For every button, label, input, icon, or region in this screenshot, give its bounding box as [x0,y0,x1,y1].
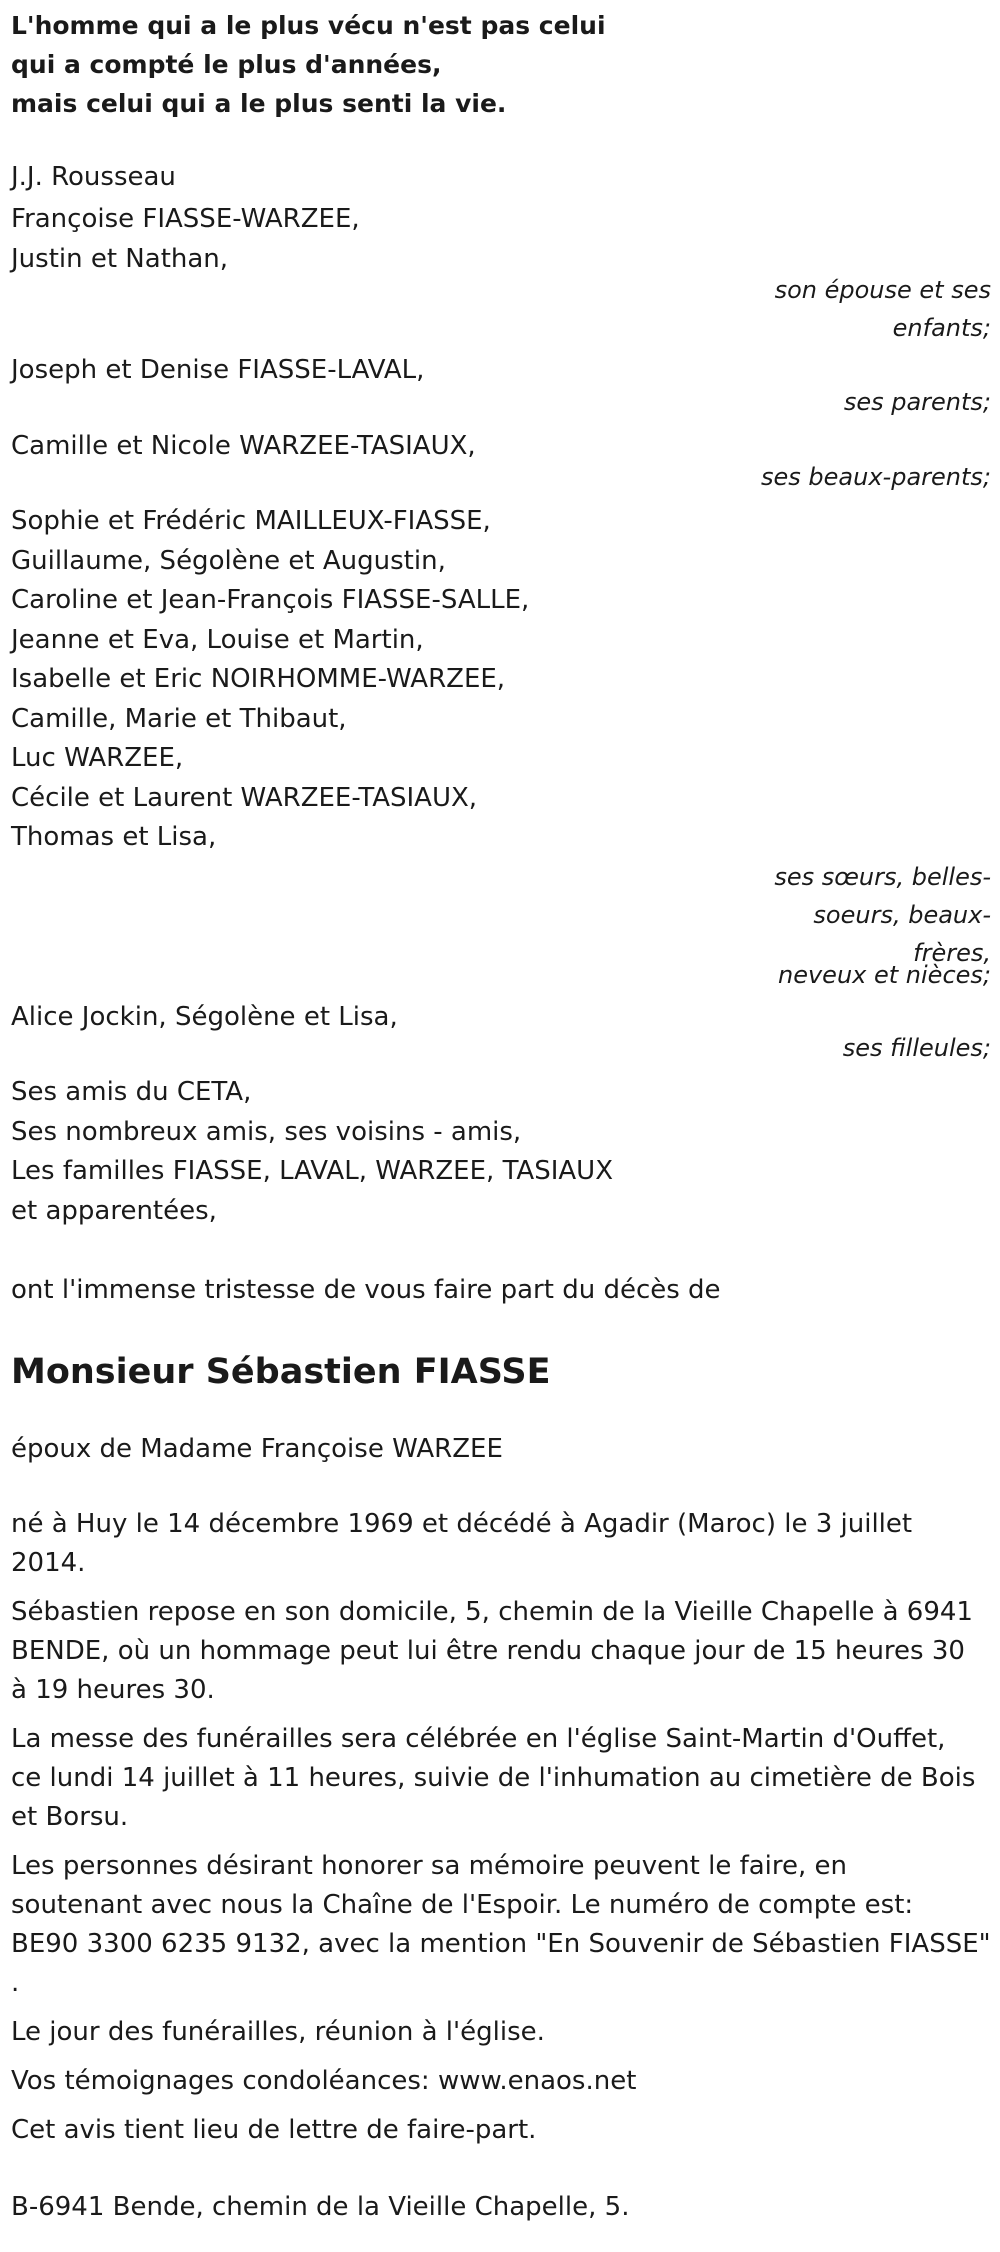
quote-author: J.J. Rousseau [11,162,176,192]
relation-parents [11,383,991,421]
relation-line: frères, [913,938,991,967]
paragraph-line: Vos témoignages condoléances: www.enaos.net [11,2066,637,2096]
family-group-spouse [11,200,991,279]
donation-paragraph [11,1847,991,2003]
name-line: Cécile et Laurent WARZEE-TASIAUX, [11,782,478,813]
paragraph-line: Cet avis tient lieu de lettre de faire-part. [11,2115,537,2145]
name-line: Alice Jockin, Ségolène et Lisa, [11,1001,398,1032]
paragraph-line: et Borsu. [11,1802,129,1832]
relation-line: enfants; [892,314,991,342]
condolences-paragraph [11,2062,991,2101]
relation-line: ses sœurs, belles- [774,862,991,891]
family-address: B-6941 Bende, chemin de la Vieille Chapelle, 5. [11,2192,630,2222]
announcement-intro: ont l'immense tristesse de vous faire part du décès de [11,1275,721,1305]
name-line: Camille et Nicole WARZEE-TASIAUX, [11,430,476,461]
quote-line: L'homme qui a le plus vécu n'est pas celui [11,11,606,40]
name-line: Ses amis du CETA, [11,1077,252,1107]
paragraph-line: La messe des funérailles sera célébrée en l'église Saint-Martin d'Ouffet, [11,1724,946,1754]
paragraph-line: . [11,1968,20,1998]
relation-line: ses beaux-parents; [761,463,991,491]
name-line: Jeanne et Eva, Louise et Martin, [11,624,424,655]
name-line: Camille, Marie et Thibaut, [11,703,347,734]
relation-goddaughters [11,1029,991,1067]
notice-paragraph [11,2111,991,2150]
name-line: Isabelle et Eric NOIRHOMME-WARZEE, [11,664,506,694]
name-line: Thomas et Lisa, [11,822,217,852]
friends-group [11,1073,991,1231]
paragraph-line: BE90 3300 6235 9132, avec la mention "En Souvenir de Sébastien FIASSE" [11,1929,991,1959]
obituary-notice [11,0,991,2227]
name-line: Guillaume, Ségolène et Augustin, [11,545,446,576]
name-line: Sophie et Frédéric MAILLEUX-FIASSE, [11,506,491,536]
paragraph-line: né à Huy le 14 décembre 1969 et décédé à Agadir (Maroc) le 3 juillet [11,1509,913,1539]
paragraph-line: 2014. [11,1548,86,1578]
name-line: Les familles FIASSE, LAVAL, WARZEE, TASIAUX [11,1156,614,1186]
name-line: Caroline et Jean-François FIASSE-SALLE, [11,585,530,615]
name-line: Joseph et Denise FIASSE-LAVAL, [11,355,425,385]
relation-line: ses filleules; [842,1034,991,1062]
paragraph-line: Le jour des funérailles, réunion à l'église. [11,2017,545,2047]
birth-death-paragraph [11,1505,991,1583]
paragraph-line: BENDE, où un hommage peut lui être rendu chaque jour de 15 heures 30 [11,1636,965,1666]
reunion-paragraph [11,2013,991,2052]
paragraph-line: Les personnes désirant honorer sa mémoire peuvent le faire, en [11,1851,848,1881]
relation-line: neveux et nièces; [778,960,991,989]
opening-quote [11,0,991,123]
quote-line: qui a compté le plus d'années, [11,50,442,79]
name-line: Ses nombreux amis, ses voisins - amis, [11,1116,522,1147]
deceased-name: Monsieur Sébastien FIASSE [11,1352,551,1392]
relation-line: soeurs, beaux- [813,900,991,929]
family-group-siblings [11,502,991,858]
paragraph-line: Sébastien repose en son domicile, 5, chemin de la Vieille Chapelle à 6941 [11,1597,973,1627]
name-line: Luc WARZEE, [11,743,184,773]
funeral-paragraph [11,1720,991,1837]
paragraph-line: à 19 heures 30. [11,1675,215,1705]
name-line: et apparentées, [11,1195,217,1226]
relation-line: ses parents; [843,387,991,416]
quote-line: mais celui qui a le plus senti la vie. [11,89,507,118]
relation-siblings [741,858,991,994]
paragraph-line: soutenant avec nous la Chaîne de l'Espoir. Le numéro de compte est: [11,1890,914,1920]
name-line: Françoise FIASSE-WARZEE, [11,204,360,234]
wake-paragraph [11,1593,991,1710]
relation-in-laws [11,458,991,496]
paragraph-line: ce lundi 14 juillet à 11 heures, suivie de l'inhumation au cimetière de Bois [11,1763,976,1793]
name-line: Justin et Nathan, [11,243,229,274]
spouse-line: époux de Madame Françoise WARZEE [11,1434,503,1464]
relation-line: son épouse et ses [774,276,991,304]
relation-spouse [741,271,991,347]
